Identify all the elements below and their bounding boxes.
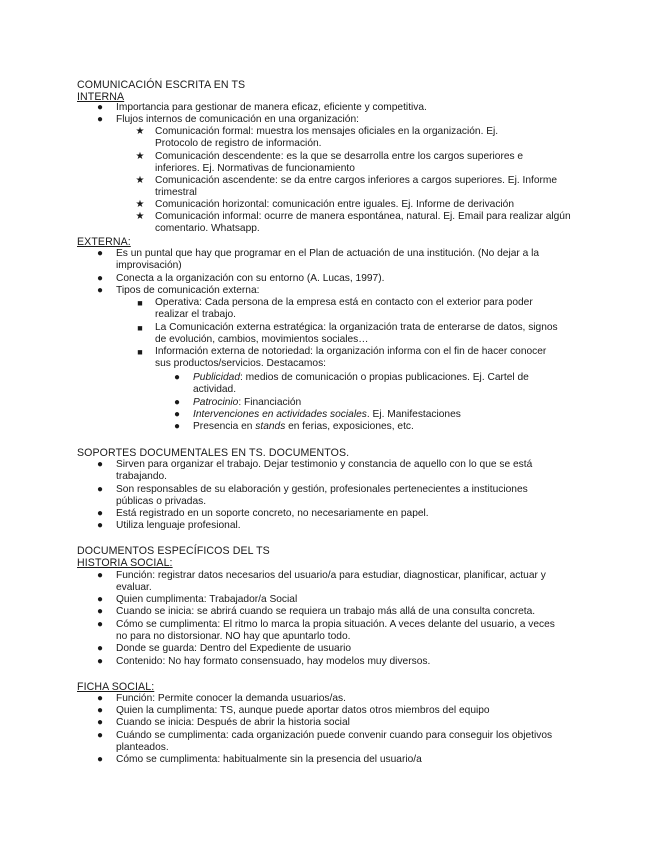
bullet-icon: ●: [96, 285, 104, 296]
list-item: Cuando se inicia: Después de abrir la historia social: [116, 717, 350, 728]
bullet-icon: ●: [96, 717, 104, 728]
list-item: Tipos de comunicación externa:: [116, 285, 260, 296]
bullet-icon: ●: [96, 102, 104, 113]
bullet-icon: ●: [96, 693, 104, 704]
bullet-icon: ●: [96, 459, 104, 470]
bullet-icon: ●: [96, 754, 104, 765]
list-item: Utiliza lenguaje profesional.: [116, 520, 241, 531]
list-item: Contenido: No hay formato consensuado, hay modelos muy diversos.: [116, 656, 431, 667]
list-item: Sirven para organizar el trabajo. Dejar testimonio y constancia de aquello con lo que se está trabajando.: [116, 459, 533, 483]
bullet-icon: ●: [96, 643, 104, 654]
section-title-comunicacion: COMUNICACIÓN ESCRITA EN TS: [77, 79, 246, 91]
list-item: Es un puntal que hay que programar en el Plan de actuación de una institución. (No dejar a la improvisación): [116, 248, 540, 272]
bullet-icon: ●: [173, 397, 181, 408]
bullet-icon: ●: [173, 409, 181, 420]
list-item: Comunicación formal: muestra los mensajes oficiales en la organización. Ej. Protocolo de registro de información.: [155, 126, 499, 150]
bullet-icon: ●: [96, 273, 104, 284]
bullet-icon: ●: [173, 421, 181, 432]
list-item: Quien cumplimenta: Trabajador/a Social: [116, 594, 298, 605]
square-bullet-icon: ■: [137, 298, 143, 308]
list-item: Donde se guarda: Dentro del Expediente de usuario: [116, 643, 352, 654]
star-bullet-icon: ★: [135, 126, 145, 137]
list-item: Operativa: Cada persona de la empresa está en contacto con el exterior para poder realizar el trabajo.: [155, 297, 533, 321]
list-item: Cómo se cumplimenta: El ritmo lo marca la propia situación. A veces delante del usuario, a veces no para no distorsionar. NO hay que apuntarlo todo.: [116, 619, 555, 643]
heading-externa: EXTERNA:: [77, 236, 131, 248]
list-item: Comunicación informal: ocurre de manera espontánea, natural. Ej. Email para realizar algún comentario. Whatsapp.: [155, 211, 571, 235]
bullet-icon: ●: [173, 372, 181, 383]
bullet-icon: ●: [96, 656, 104, 667]
bullet-icon: ●: [96, 606, 104, 617]
list-item: Función: registrar datos necesarios del usuario/a para estudiar, diagnosticar, planificar, actuar y evaluar.: [116, 570, 546, 594]
list-item: La Comunicación externa estratégica: la organización trata de enterarse de datos, signos de evolución, cambios, movimientos sociales…: [155, 322, 558, 346]
square-bullet-icon: ■: [137, 347, 143, 357]
bullet-icon: ●: [96, 705, 104, 716]
list-item: Presencia en stands en ferias, exposiciones, etc.: [193, 421, 414, 432]
list-item: Conecta a la organización con su entorno (A. Lucas, 1997).: [116, 273, 385, 284]
list-item: Comunicación descendente: es la que se desarrolla entre los cargos superiores e inferiores. Ej. Normativas de funcionamiento: [155, 151, 524, 175]
list-item: Comunicación ascendente: se da entre cargos inferiores a cargos superiores. Ej. Informe trimestral: [155, 175, 558, 199]
star-bullet-icon: ★: [135, 175, 145, 186]
list-item: Son responsables de su elaboración y gestión, profesionales pertenecientes a instituciones públicas o privadas.: [116, 484, 528, 508]
bullet-icon: ●: [96, 248, 104, 259]
list-item: Flujos internos de comunicación en una organización:: [116, 114, 359, 125]
heading-interna: INTERNA: [77, 91, 125, 103]
list-item: Cómo se cumplimenta: habitualmente sin la presencia del usuario/a: [116, 754, 422, 765]
section-title-documentos: DOCUMENTOS ESPECÍFICOS DEL TS: [77, 545, 270, 557]
bullet-icon: ●: [96, 520, 104, 531]
list-item: Comunicación horizontal: comunicación entre iguales. Ej. Informe de derivación: [155, 199, 515, 210]
square-bullet-icon: ■: [137, 323, 143, 333]
heading-ficha-social: FICHA SOCIAL:: [77, 681, 155, 693]
bullet-icon: ●: [96, 730, 104, 741]
star-bullet-icon: ★: [135, 199, 145, 210]
list-item: Importancia para gestionar de manera eficaz, eficiente y competitiva.: [116, 102, 427, 113]
list-item: Patrocinio: Financiación: [193, 397, 302, 408]
list-item: Intervenciones en actividades sociales. Ej. Manifestaciones: [193, 409, 461, 420]
bullet-icon: ●: [96, 619, 104, 630]
list-item: Quien la cumplimenta: TS, aunque puede aportar datos otros miembros del equipo: [116, 705, 490, 716]
bullet-icon: ●: [96, 594, 104, 605]
list-item: Cuando se inicia: se abrirá cuando se requiera un trabajo más allá de una consulta concreta.: [116, 606, 536, 617]
heading-historia-social: HISTORIA SOCIAL:: [77, 557, 173, 569]
star-bullet-icon: ★: [135, 151, 145, 162]
bullet-icon: ●: [96, 484, 104, 495]
section-title-soportes: SOPORTES DOCUMENTALES EN TS. DOCUMENTOS.: [77, 447, 350, 459]
list-item: Información externa de notoriedad: la organización informa con el fin de hacer conocer sus productos/servicios. Destacamos:: [155, 346, 547, 370]
list-item: Está registrado en un soporte concreto, no necesariamente en papel.: [116, 508, 429, 519]
bullet-icon: ●: [96, 508, 104, 519]
bullet-icon: ●: [96, 114, 104, 125]
list-item: Función: Permite conocer la demanda usuarios/as.: [116, 693, 346, 704]
star-bullet-icon: ★: [135, 211, 145, 222]
list-item: Publicidad: medios de comunicación o propias publicaciones. Ej. Cartel de actividad.: [193, 372, 529, 396]
bullet-icon: ●: [96, 570, 104, 581]
list-item: Cuándo se cumplimenta: cada organización puede convenir cuando para conseguir los objetivos planteados.: [116, 730, 553, 754]
